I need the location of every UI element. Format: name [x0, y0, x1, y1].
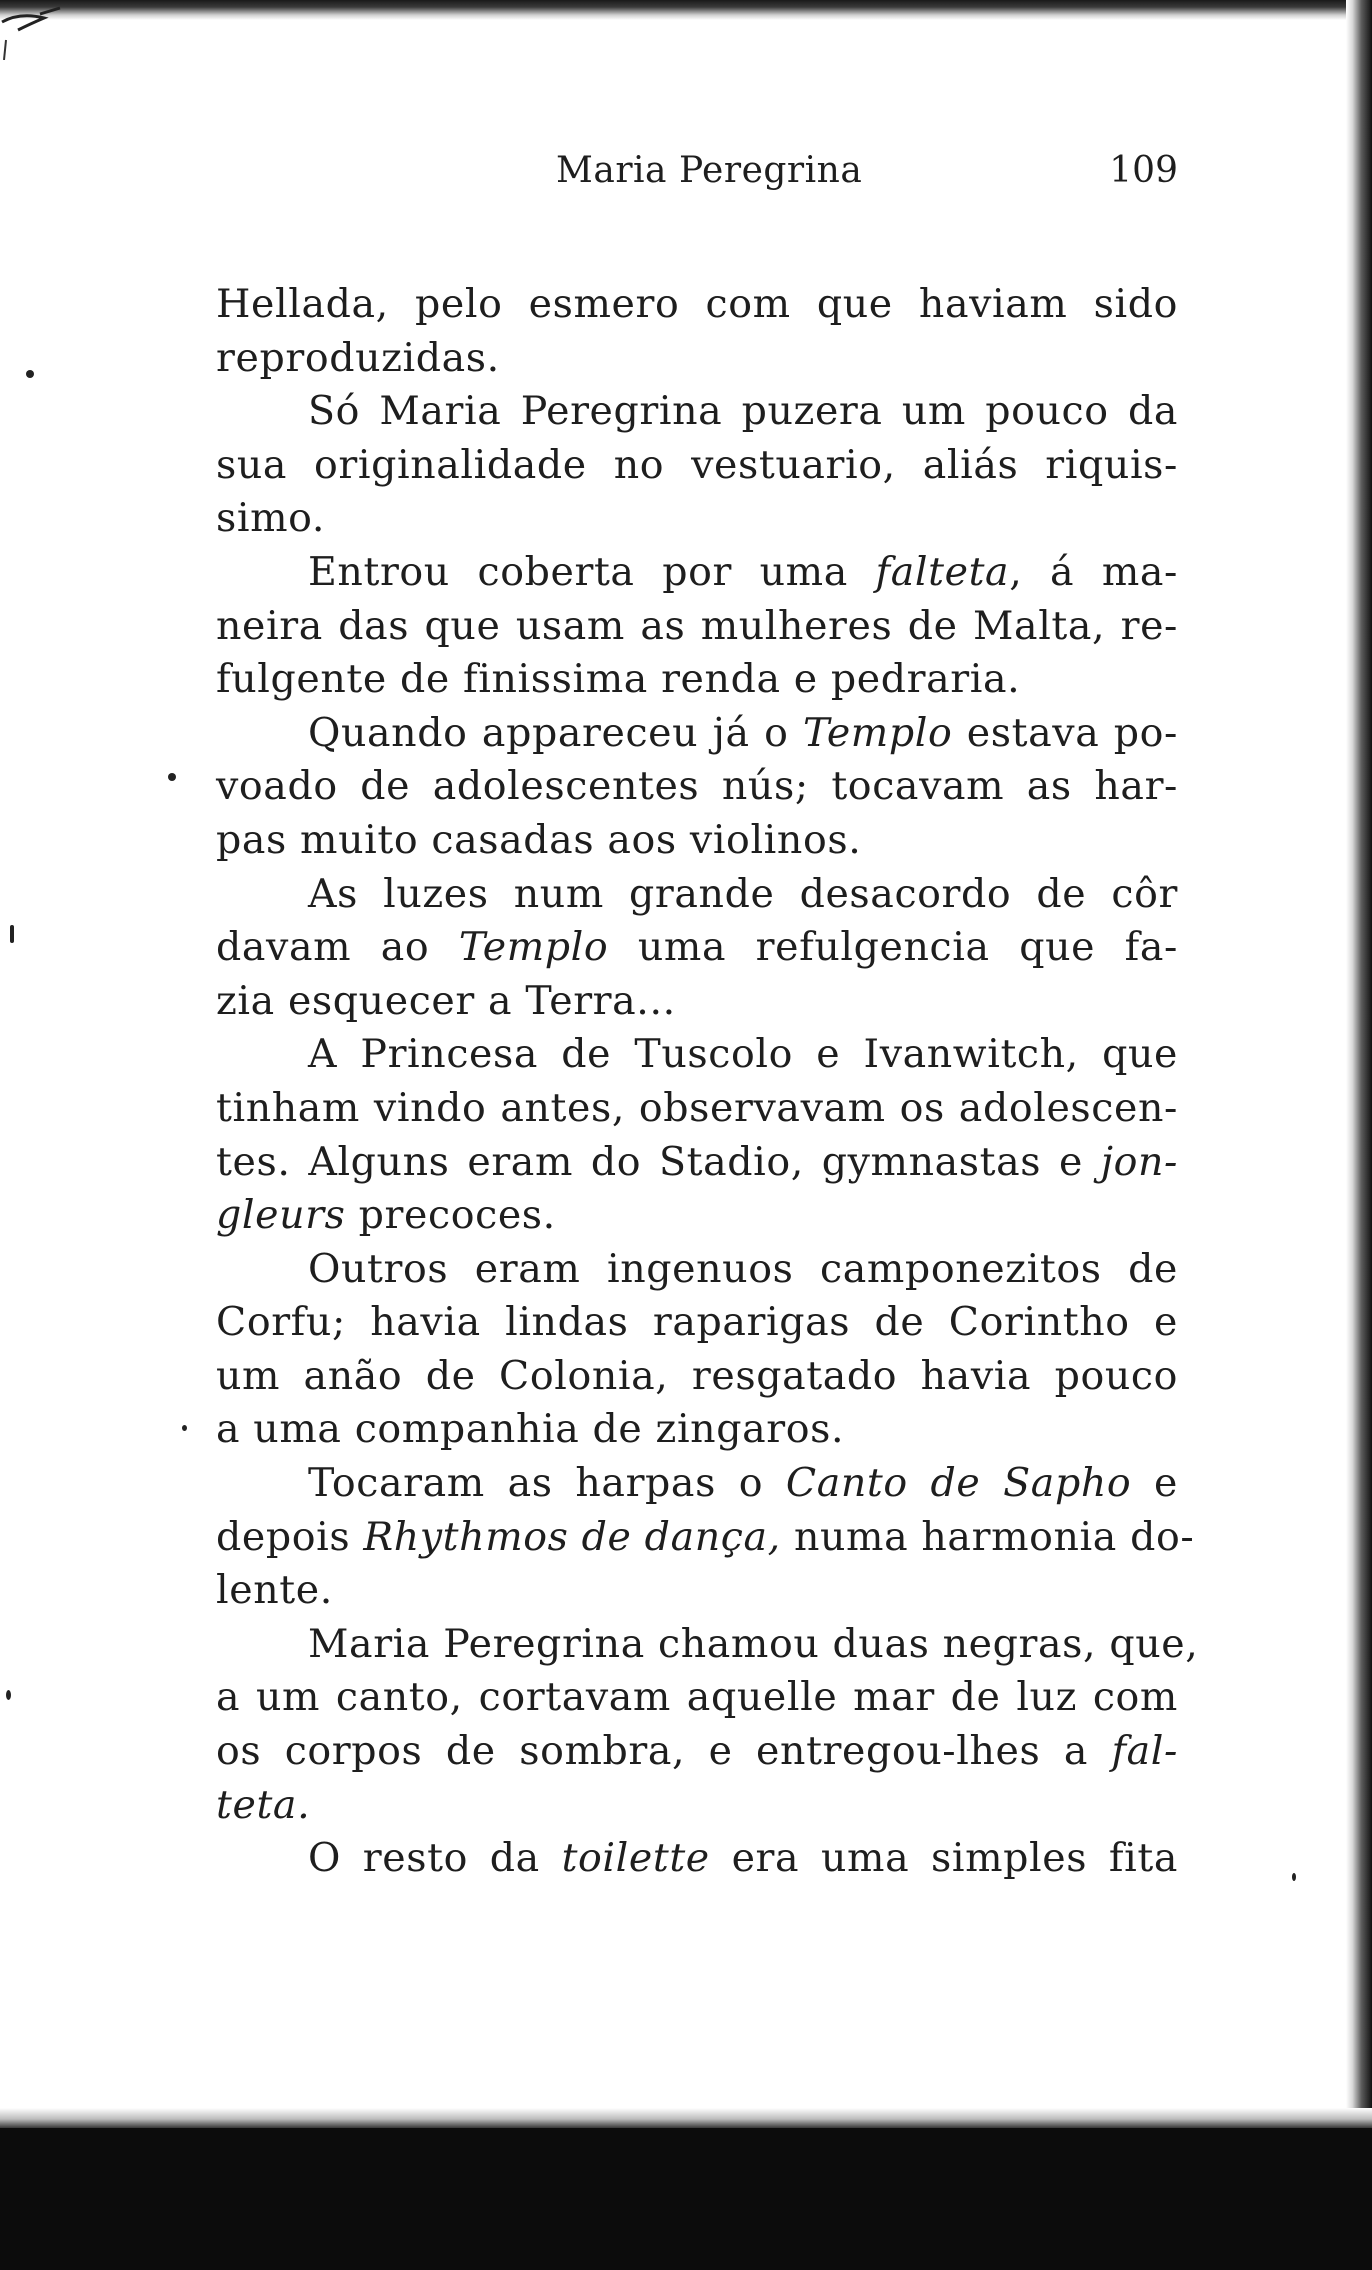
text-line	[216, 332, 1178, 386]
text-run: um anão de Colonia, resgatado havia pouco	[216, 1352, 1178, 1399]
text-run: numa harmonia do-	[780, 1513, 1195, 1560]
text-line	[216, 278, 1178, 332]
text-run: Corfu; havia lindas raparigas de Corintho e	[216, 1299, 1178, 1346]
text-line	[216, 1511, 1195, 1565]
margin-speck	[1292, 1873, 1296, 1881]
text-line	[216, 1243, 1178, 1297]
text-run: os corpos de sombra, e entregou-lhes a	[216, 1728, 1112, 1775]
text-line	[216, 1296, 1178, 1350]
text-line	[216, 1725, 1178, 1779]
text-line	[216, 1564, 1178, 1618]
text-line	[216, 1028, 1178, 1082]
text-run: e	[1131, 1460, 1179, 1507]
text-run: Tocaram as harpas o	[308, 1460, 786, 1507]
text-run: reproduzidas.	[216, 334, 500, 381]
italic-text: falteta	[875, 548, 1010, 595]
corner-scratch-mark	[0, 0, 80, 60]
text-line	[216, 1832, 1178, 1886]
text-line	[216, 1457, 1178, 1511]
margin-speck	[6, 1690, 11, 1700]
italic-text: Canto de Sapho	[785, 1460, 1132, 1507]
text-run: a uma companhia de zingaros.	[216, 1406, 845, 1453]
text-line	[216, 385, 1178, 439]
italic-text: jon-	[1100, 1138, 1178, 1185]
text-line	[216, 492, 1178, 546]
text-line	[216, 1403, 1178, 1457]
text-run: Quando appareceu já o	[308, 709, 803, 756]
text-run: neira das que usam as mulheres de Malta, re-	[216, 602, 1178, 649]
text-run: lente.	[216, 1567, 333, 1614]
text-line	[216, 921, 1178, 975]
text-run: precoces.	[345, 1192, 556, 1239]
text-run: a um canto, cortavam aquelle mar de luz com	[216, 1674, 1178, 1721]
scan-right-edge	[1346, 0, 1372, 2270]
text-line	[216, 546, 1178, 600]
page-number: 109	[1109, 150, 1178, 191]
text-run: simo.	[216, 495, 326, 542]
text-line	[216, 600, 1178, 654]
italic-text: Rhythmos de dança,	[363, 1513, 781, 1560]
text-run: sua originalidade no vestuario, aliás riquis-	[216, 441, 1178, 488]
text-line	[216, 760, 1178, 814]
text-run: era uma simples fita	[709, 1835, 1178, 1882]
text-line	[216, 1189, 1178, 1243]
italic-text: fal-	[1111, 1728, 1178, 1775]
text-line	[216, 1671, 1178, 1725]
text-run: Hellada, pelo esmero com que haviam sido	[216, 281, 1178, 327]
text-run: zia esquecer a Terra...	[216, 977, 676, 1024]
text-run: fulgente de finissima renda e pedraria.	[216, 656, 1021, 703]
text-run: tes. Alguns eram do Stadio, gymnastas e	[216, 1138, 1101, 1185]
text-line	[216, 1136, 1178, 1190]
text-run: depois	[216, 1513, 364, 1560]
text-line	[216, 868, 1178, 922]
body-text	[216, 278, 1199, 1886]
text-line	[216, 1779, 1178, 1833]
text-run: uma refulgencia que fa-	[608, 924, 1178, 971]
text-run: tinham vindo antes, observavam os adolescen-	[216, 1084, 1178, 1131]
text-run: As luzes num grande desacordo de côr	[308, 870, 1178, 917]
text-run: Só Maria Peregrina puzera um pouco da	[308, 388, 1178, 435]
text-run: pas muito casadas aos violinos.	[216, 816, 862, 863]
text-run: Outros eram ingenuos camponezitos de	[308, 1245, 1178, 1292]
text-run: A Princesa de Tuscolo e Ivanwitch, que	[308, 1031, 1178, 1078]
margin-speck	[10, 925, 14, 943]
text-run: O resto da	[308, 1835, 562, 1882]
text-line	[216, 1082, 1178, 1136]
scan-bottom-shadow	[0, 2108, 1372, 2130]
margin-speck	[168, 773, 176, 781]
text-run: Maria Peregrina chamou duas negras, que,	[308, 1620, 1199, 1667]
running-title: Maria Peregrina	[556, 150, 863, 191]
margin-speck	[26, 370, 34, 378]
text-run: Entrou coberta por uma	[308, 548, 876, 595]
text-line	[216, 814, 1178, 868]
text-line	[216, 1618, 1199, 1672]
text-run: , á ma-	[1009, 548, 1178, 595]
text-run: estava po-	[952, 709, 1179, 756]
italic-text: gleurs	[216, 1192, 346, 1239]
text-line	[216, 975, 1178, 1029]
scan-bottom-border	[0, 2128, 1372, 2270]
italic-text: toilette	[561, 1835, 710, 1882]
scan-top-edge	[0, 0, 1372, 20]
text-line	[216, 707, 1178, 761]
italic-text: Templo	[802, 709, 953, 756]
text-run: voado de adolescentes nús; tocavam as har-	[216, 763, 1178, 810]
text-line	[216, 439, 1178, 493]
margin-speck	[182, 1425, 187, 1431]
text-line	[216, 1350, 1178, 1404]
italic-text: teta.	[216, 1781, 311, 1828]
text-run: davam ao	[216, 924, 459, 971]
text-line	[216, 653, 1178, 707]
italic-text: Templo	[458, 924, 609, 971]
page-header	[216, 150, 1178, 210]
